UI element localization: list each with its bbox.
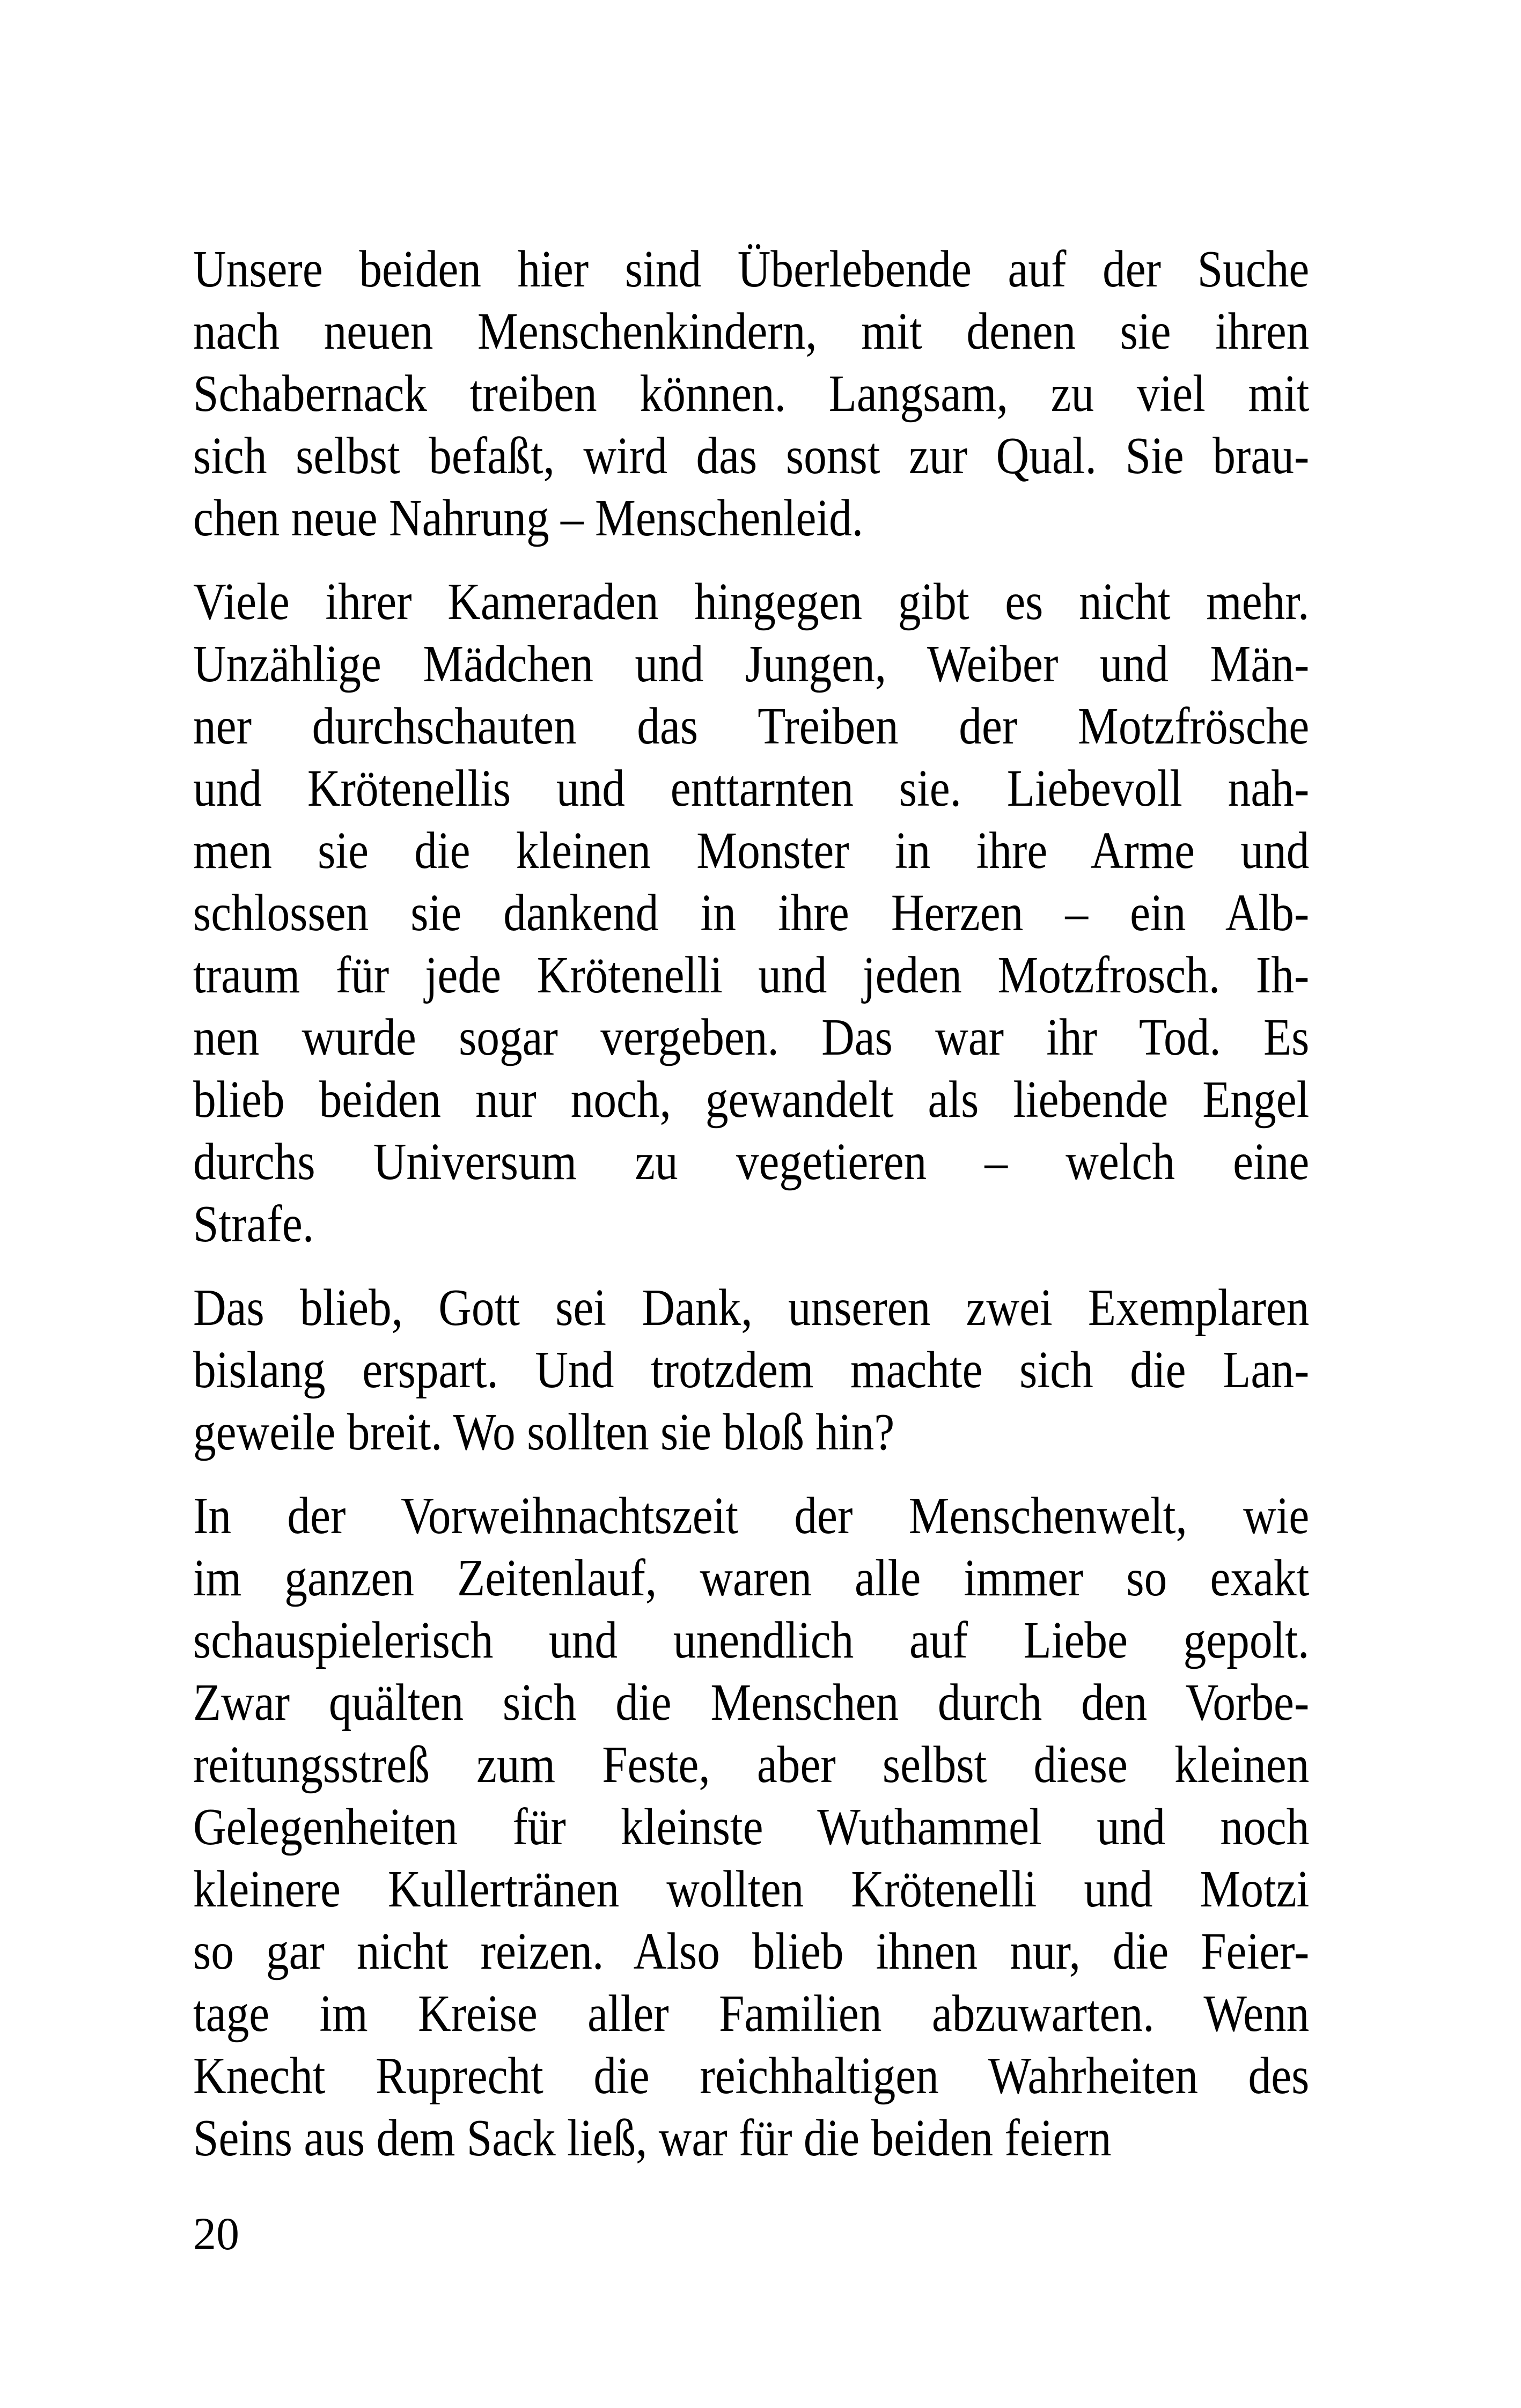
text-line: und Krötenellis und enttarnten sie. Liebevoll nah- [193,760,1310,817]
text-line: im ganzen Zeitenlauf, waren alle immer so exakt [193,1549,1310,1607]
text-line: Gelegenheiten für kleinste Wuthammel und noch [193,1798,1310,1855]
text-line: Viele ihrer Kameraden hingegen gibt es nicht mehr. [193,573,1310,630]
text-line: In der Vorweihnachtszeit der Menschenwelt, wie [193,1487,1310,1544]
text-line: tage im Kreise aller Familien abzuwarten. Wenn [193,1985,1310,2042]
text-line: Strafe. [193,1195,314,1253]
text-line: durchs Universum zu vegetieren – welch eine [193,1133,1310,1190]
text-line: bislang erspart. Und trotzdem machte sich die Lan- [193,1341,1310,1398]
text-line: chen neue Nahrung – Menschenleid. [193,489,864,547]
text-line: ner durchschauten das Treiben der Motzfrösche [193,697,1310,755]
paragraph [193,238,1309,549]
text-line: geweile breit. Wo sollten sie bloß hin? [193,1403,895,1461]
paragraph [193,1277,1309,1463]
text-line: sich selbst befaßt, wird das sonst zur Qual. Sie brau- [193,427,1310,484]
text-line: schlossen sie dankend in ihre Herzen – ein Alb- [193,884,1310,941]
paragraph [193,571,1309,1255]
page-number: 20 [193,2208,239,2259]
text-line: Unsere beiden hier sind Überlebende auf der Suche [193,240,1310,298]
text-line: nach neuen Menschenkindern, mit denen sie ihren [193,303,1310,360]
text-line: Unzählige Mädchen und Jungen, Weiber und Män- [193,635,1310,693]
text-line: Knecht Ruprecht die reichhaltigen Wahrheiten des [193,2047,1310,2104]
text-line: traum für jede Krötenelli und jeden Motzfrosch. Ih- [193,946,1310,1004]
text-line: Zwar quälten sich die Menschen durch den Vorbe- [193,1674,1310,1731]
page-text-block [193,238,1309,2191]
text-line: Das blieb, Gott sei Dank, unseren zwei Exemplaren [193,1279,1310,1336]
text-line: nen wurde sogar vergeben. Das war ihr Tod. Es [193,1008,1310,1066]
text-line: blieb beiden nur noch, gewandelt als liebende Engel [193,1071,1310,1128]
text-line: reitungsstreß zum Feste, aber selbst diese kleinen [193,1736,1310,1793]
text-line: schauspielerisch und unendlich auf Liebe gepolt. [193,1611,1310,1669]
text-line: Schabernack treiben können. Langsam, zu viel mit [193,365,1310,422]
paragraph [193,1485,1309,2169]
text-line: so gar nicht reizen. Also blieb ihnen nur, die Feier- [193,1923,1310,1980]
text-line: kleinere Kullertränen wollten Krötenelli und Motzi [193,1860,1310,1918]
text-line: men sie die kleinen Monster in ihre Arme und [193,822,1310,879]
text-line: Seins aus dem Sack ließ, war für die beiden feiern [193,2109,1112,2167]
